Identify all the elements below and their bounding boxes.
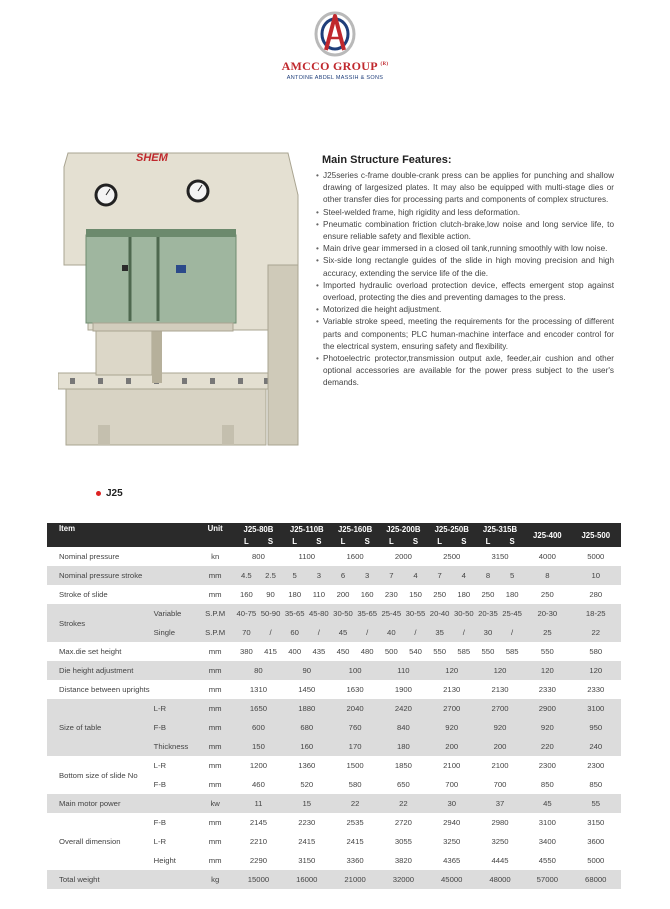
table-cell: 435 [307,642,331,661]
header-model: J25-110B [283,523,331,536]
table-cell: 11 [234,794,282,813]
table-cell: 580 [331,775,379,794]
row-unit: mm [196,756,234,775]
feature-item: • Six-side long rectangle guides of the slide in high moving precision and high accuracy, extending the service life of the die. [316,255,614,279]
row-label: Nominal pressure [47,547,196,566]
table-cell: 68000 [571,870,622,889]
table-cell: 415 [258,642,282,661]
table-row [47,680,621,699]
row-label: Bottom size of slide No [47,756,146,794]
table-cell: 2100 [476,756,524,775]
header-s: S [500,536,524,547]
table-cell: 3055 [379,832,427,851]
table-cell: 110 [307,585,331,604]
press-machine-image [58,145,308,485]
table-cell: 850 [524,775,570,794]
row-unit: mm [196,566,234,585]
row-unit: mm [196,642,234,661]
table-cell: 650 [379,775,427,794]
table-cell: 2940 [428,813,476,832]
header-l: L [379,536,403,547]
table-cell: 3250 [428,832,476,851]
table-row [47,699,621,718]
table-cell: 280 [571,585,622,604]
header-s: S [258,536,282,547]
row-unit: mm [196,718,234,737]
table-cell: 32000 [379,870,427,889]
table-cell: 20-35 [476,604,500,623]
row-label: Die height adjustment [47,661,196,680]
table-cell: 15 [283,794,331,813]
table-cell: 585 [452,642,476,661]
table-cell: 2000 [379,547,427,566]
table-cell: 4 [403,566,427,585]
table-cell: 250 [428,585,452,604]
row-unit: mm [196,680,234,699]
feature-item: • Imported hydraulic overload protection device, effects emergent stop against overload, protecting the dies and preventing damages to the press. [316,280,614,304]
row-unit: S.P.M [196,623,234,642]
table-cell: 2210 [234,832,282,851]
table-cell: 2415 [283,832,331,851]
table-cell: 150 [234,737,282,756]
table-cell: 20-30 [524,604,570,623]
table-cell: 3 [307,566,331,585]
table-cell: 3100 [524,813,570,832]
table-cell: 60 [283,623,307,642]
table-cell: 5000 [571,547,622,566]
header-l: L [234,536,258,547]
table-cell: 2130 [428,680,476,699]
table-cell: 25-45 [500,604,524,623]
features-list [316,170,614,390]
table-cell: 35-65 [283,604,307,623]
table-cell: 160 [234,585,258,604]
table-cell: 840 [379,718,427,737]
table-cell: 120 [524,661,570,680]
table-row [47,585,621,604]
row-sublabel: F-B [146,718,196,737]
row-unit: mm [196,585,234,604]
table-cell: 25 [524,623,570,642]
features-section [316,154,614,390]
table-cell: 1600 [331,547,379,566]
header-model: J25-200B [379,523,427,536]
table-cell: 3400 [524,832,570,851]
row-label: Total weight [47,870,196,889]
table-cell: 2040 [331,699,379,718]
table-cell: 1500 [331,756,379,775]
table-cell: 520 [283,775,331,794]
table-cell: 680 [283,718,331,737]
table-row [47,813,621,832]
table-cell: 550 [428,642,452,661]
logo-name: AMCCO GROUP $^{(R)}$ [281,59,389,73]
table-cell: 600 [234,718,282,737]
table-header [47,523,621,547]
table-cell: 5000 [571,851,622,870]
table-row [47,642,621,661]
table-cell: 4000 [524,547,570,566]
table-cell: 700 [476,775,524,794]
table-cell: 200 [331,585,355,604]
row-sublabel: L-R [146,699,196,718]
table-cell: 180 [379,737,427,756]
row-unit: mm [196,661,234,680]
row-sublabel: Variable [146,604,196,623]
table-cell: 550 [476,642,500,661]
table-cell: 22 [571,623,622,642]
table-cell: / [452,623,476,642]
amcco-logo-icon [312,10,358,58]
header-l: L [283,536,307,547]
header-model: J25-500 [571,523,622,547]
table-cell: 950 [571,718,622,737]
table-cell: 1200 [234,756,282,775]
header-s: S [355,536,379,547]
row-unit: mm [196,737,234,756]
table-cell: 21000 [331,870,379,889]
table-cell: 2980 [476,813,524,832]
table-cell: 3360 [331,851,379,870]
table-cell: 10 [571,566,622,585]
table-cell: 4550 [524,851,570,870]
table-cell: 35-65 [355,604,379,623]
table-cell: 580 [571,642,622,661]
row-unit: mm [196,699,234,718]
row-sublabel: Thickness [146,737,196,756]
table-cell: 2230 [283,813,331,832]
header-model: J25-160B [331,523,379,536]
table-cell: 4445 [476,851,524,870]
feature-item: • Photoelectric protector,transmission output axle, feeder,air cushion and other optional accessories are available for the power press subject to the user's demands. [316,353,614,390]
table-cell: 2700 [428,699,476,718]
table-cell: 22 [331,794,379,813]
row-unit: kw [196,794,234,813]
table-cell: 2330 [571,680,622,699]
table-cell: 2300 [524,756,570,775]
feature-item: • Pneumatic combination friction clutch-brake,low noise and long service life, to ensure reliable safety and flexible action. [316,219,614,243]
table-cell: 2130 [476,680,524,699]
table-cell: 1310 [234,680,282,699]
table-cell: 550 [524,642,570,661]
row-sublabel: F-B [146,813,196,832]
row-unit: kg [196,870,234,889]
table-cell: 500 [379,642,403,661]
table-cell: 585 [500,642,524,661]
table-cell: 30 [428,794,476,813]
table-cell: / [258,623,282,642]
header-l: L [476,536,500,547]
table-cell: 120 [571,661,622,680]
table-cell: 2.5 [258,566,282,585]
table-cell: 30-50 [331,604,355,623]
feature-item: • J25series c-frame double-crank press can be applies for punching and shallow drawing of largesized plates. It may also be equipped with multi-stage dies or other transfer dies for processing parts and components of complex structures. [316,170,614,207]
header-item: Item [47,523,196,547]
table-cell: 200 [476,737,524,756]
logo-subtitle: ANTOINE ABDEL MASSIH & SONS [286,75,384,81]
table-cell: 180 [283,585,307,604]
table-cell: 160 [283,737,331,756]
header-model: J25-400 [524,523,570,547]
table-cell: 7 [428,566,452,585]
table-cell: 240 [571,737,622,756]
header-l: L [331,536,355,547]
header-s: S [403,536,427,547]
table-cell: 16000 [283,870,331,889]
table-cell: 2700 [476,699,524,718]
row-label: Size of table [47,699,146,756]
table-cell: 8 [476,566,500,585]
table-cell: 1450 [283,680,331,699]
table-cell: 250 [524,585,570,604]
row-sublabel: F-B [146,775,196,794]
table-cell: 18-25 [571,604,622,623]
table-cell: / [403,623,427,642]
table-cell: 20-40 [428,604,452,623]
table-cell: 30 [476,623,500,642]
feature-item: • Variable stroke speed, meeting the requirements for the processing of different parts and components; PLC human-machine interface and encoder control for the electrical system, ensuring safety and flexibility. [316,316,614,353]
table-cell: 2330 [524,680,570,699]
table-cell: 15000 [234,870,282,889]
table-cell: 37 [476,794,524,813]
table-cell: 25-45 [379,604,403,623]
table-row [47,661,621,680]
row-unit: kn [196,547,234,566]
table-cell: 2900 [524,699,570,718]
table-cell: 700 [428,775,476,794]
table-cell: 1630 [331,680,379,699]
row-label: Nominal pressure stroke [47,566,196,585]
table-cell: 5 [500,566,524,585]
table-cell: 40-75 [234,604,258,623]
table-cell: 3150 [283,851,331,870]
table-cell: 1360 [283,756,331,775]
table-cell: 45-80 [307,604,331,623]
table-cell: 5 [283,566,307,585]
row-unit: mm [196,775,234,794]
table-row [47,547,621,566]
table-cell: 120 [428,661,476,680]
table-cell: 760 [331,718,379,737]
row-label: Stroke of slide [47,585,196,604]
table-cell: 45 [524,794,570,813]
table-cell: 1850 [379,756,427,775]
header-unit: Unit [196,523,234,547]
table-cell: 920 [476,718,524,737]
table-cell: / [355,623,379,642]
table-cell: 45 [331,623,355,642]
table-cell: 3250 [476,832,524,851]
feature-item: • Main drive gear immersed in a closed oil tank,running smoothly with low noise. [316,243,614,255]
table-cell: 3150 [476,547,524,566]
table-cell: 400 [283,642,307,661]
header-l: L [428,536,452,547]
table-cell: 6 [331,566,355,585]
table-cell: 4 [452,566,476,585]
table-cell: 40 [379,623,403,642]
feature-item: • Motorized die height adjustment. [316,304,614,316]
table-cell: 80 [234,661,282,680]
row-label: Overall dimension [47,813,146,870]
table-cell: 2290 [234,851,282,870]
table-cell: 35 [428,623,452,642]
row-unit: mm [196,813,234,832]
table-cell: 90 [258,585,282,604]
table-cell: / [307,623,331,642]
table-cell: 3100 [571,699,622,718]
table-cell: 22 [379,794,427,813]
table-row [47,794,621,813]
machine-brand-label: SHEM [136,152,168,164]
table-cell: 57000 [524,870,570,889]
row-sublabel: L-R [146,832,196,851]
table-cell: 2415 [331,832,379,851]
row-sublabel: Height [146,851,196,870]
table-cell: 2535 [331,813,379,832]
table-cell: 90 [283,661,331,680]
machine-caption: J25 [96,488,123,499]
table-cell: 100 [331,661,379,680]
bullet-dot-icon [96,491,101,496]
table-cell: 250 [476,585,500,604]
table-cell: 1900 [379,680,427,699]
table-row [47,604,621,623]
table-cell: 1650 [234,699,282,718]
table-row [47,566,621,585]
table-cell: 4365 [428,851,476,870]
table-cell: 50-90 [258,604,282,623]
table-cell: 3820 [379,851,427,870]
header-model: J25-250B [428,523,476,536]
table-cell: 55 [571,794,622,813]
table-cell: 2420 [379,699,427,718]
table-cell: 920 [428,718,476,737]
table-cell: 170 [331,737,379,756]
row-unit: S.P.M [196,604,234,623]
row-label: Distance between uprights [47,680,196,699]
table-cell: 180 [452,585,476,604]
spec-table [47,523,621,889]
table-cell: 160 [355,585,379,604]
row-label: Main motor power [47,794,196,813]
table-cell: 70 [234,623,258,642]
table-cell: 230 [379,585,403,604]
table-cell: 30-50 [452,604,476,623]
table-cell: 460 [234,775,282,794]
table-cell: 3 [355,566,379,585]
table-cell: 2500 [428,547,476,566]
table-cell: 380 [234,642,258,661]
table-cell: 150 [403,585,427,604]
table-cell: / [500,623,524,642]
table-cell: 2145 [234,813,282,832]
table-cell: 110 [379,661,427,680]
table-cell: 2100 [428,756,476,775]
table-cell: 540 [403,642,427,661]
row-label: Max.die set height [47,642,196,661]
table-cell: 180 [500,585,524,604]
table-row [47,870,621,889]
table-cell: 2720 [379,813,427,832]
row-unit: mm [196,851,234,870]
features-title: Main Structure Features: [322,154,452,166]
table-cell: 200 [428,737,476,756]
table-cell: 800 [234,547,282,566]
table-cell: 1100 [283,547,331,566]
table-cell: 450 [331,642,355,661]
header-model: J25-315B [476,523,524,536]
feature-item: • Steel-welded frame, high rigidity and less deformation. [316,207,614,219]
table-cell: 45000 [428,870,476,889]
table-cell: 3600 [571,832,622,851]
table-cell: 480 [355,642,379,661]
row-unit: mm [196,832,234,851]
table-cell: 920 [524,718,570,737]
table-cell: 48000 [476,870,524,889]
table-cell: 4.5 [234,566,258,585]
table-cell: 2300 [571,756,622,775]
company-logo [270,10,400,90]
table-cell: 8 [524,566,570,585]
table-cell: 30-55 [403,604,427,623]
row-sublabel: Single [146,623,196,642]
table-cell: 220 [524,737,570,756]
header-s: S [452,536,476,547]
row-label: Strokes [47,604,146,642]
table-row [47,756,621,775]
table-cell: 120 [476,661,524,680]
row-sublabel: L-R [146,756,196,775]
table-cell: 7 [379,566,403,585]
table-cell: 3150 [571,813,622,832]
table-cell: 850 [571,775,622,794]
header-s: S [307,536,331,547]
table-cell: 1880 [283,699,331,718]
header-model: J25-80B [234,523,282,536]
